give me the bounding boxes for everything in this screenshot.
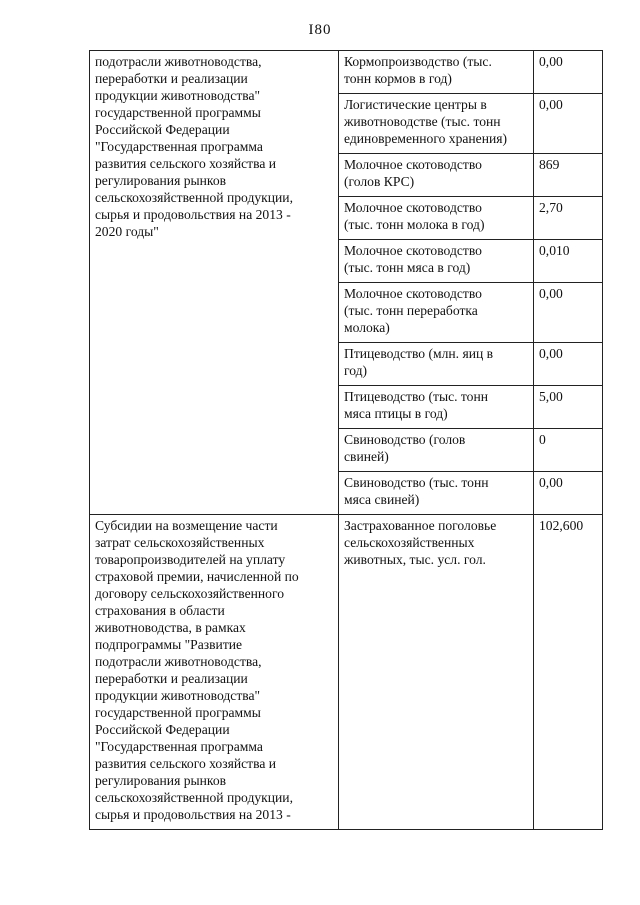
indicator-name: Свиноводство (тыс. тонн мяса свиней) xyxy=(339,472,534,515)
indicator-name: Свиноводство (голов свиней) xyxy=(339,429,534,472)
indicator-name: Молочное скотоводство (тыс. тонн молока в год) xyxy=(339,197,534,240)
indicator-name: Птицеводство (тыс. тонн мяса птицы в год) xyxy=(339,386,534,429)
indicator-name: Птицеводство (млн. яиц в год) xyxy=(339,343,534,386)
indicator-value: 0,00 xyxy=(534,343,603,386)
measure-description: подотрасли животноводства, переработки и реализации продукции животноводства" государственной программы Российской Федерации "Государственная программа развития сельского хозяйства и регулирования рынков сельскохозяйственной продукции, сырья и продовольствия на 2013 - 2020 годы" xyxy=(90,51,339,515)
indicator-value: 102,600 xyxy=(534,515,603,830)
table-row xyxy=(90,51,603,94)
indicator-name: Застрахованное поголовье сельскохозяйственных животных, тыс. усл. гол. xyxy=(339,515,534,830)
indicator-name: Логистические центры в животноводстве (тыс. тонн единовременного хранения) xyxy=(339,94,534,154)
indicator-value: 0,00 xyxy=(534,94,603,154)
indicator-value: 0,00 xyxy=(534,472,603,515)
table-row xyxy=(90,515,603,830)
indicator-value: 0 xyxy=(534,429,603,472)
indicator-value: 869 xyxy=(534,154,603,197)
measure-description: Субсидии на возмещение части затрат сельскохозяйственных товаропроизводителей на уплату страховой премии, начисленной по договору сельскохозяйственного страхования в области животноводства, в рамках подпрограммы "Развитие подотрасли животноводства, переработки и реализации продукции животноводства" государственной программы Российской Федерации "Государственная программа развития сельского хозяйства и регулирования рынков сельскохозяйственной продукции, сырья и продовольствия на 2013 - xyxy=(90,515,339,830)
indicator-name: Кормопроизводство (тыс. тонн кормов в год) xyxy=(339,51,534,94)
indicator-name: Молочное скотоводство (тыс. тонн переработка молока) xyxy=(339,283,534,343)
indicator-value: 5,00 xyxy=(534,386,603,429)
indicator-value: 0,010 xyxy=(534,240,603,283)
page-number: I80 xyxy=(308,22,332,38)
indicator-value: 2,70 xyxy=(534,197,603,240)
indicator-name: Молочное скотоводство (голов КРС) xyxy=(339,154,534,197)
indicator-value: 0,00 xyxy=(534,51,603,94)
indicator-value: 0,00 xyxy=(534,283,603,343)
indicators-table xyxy=(89,50,603,830)
indicator-name: Молочное скотоводство (тыс. тонн мяса в год) xyxy=(339,240,534,283)
